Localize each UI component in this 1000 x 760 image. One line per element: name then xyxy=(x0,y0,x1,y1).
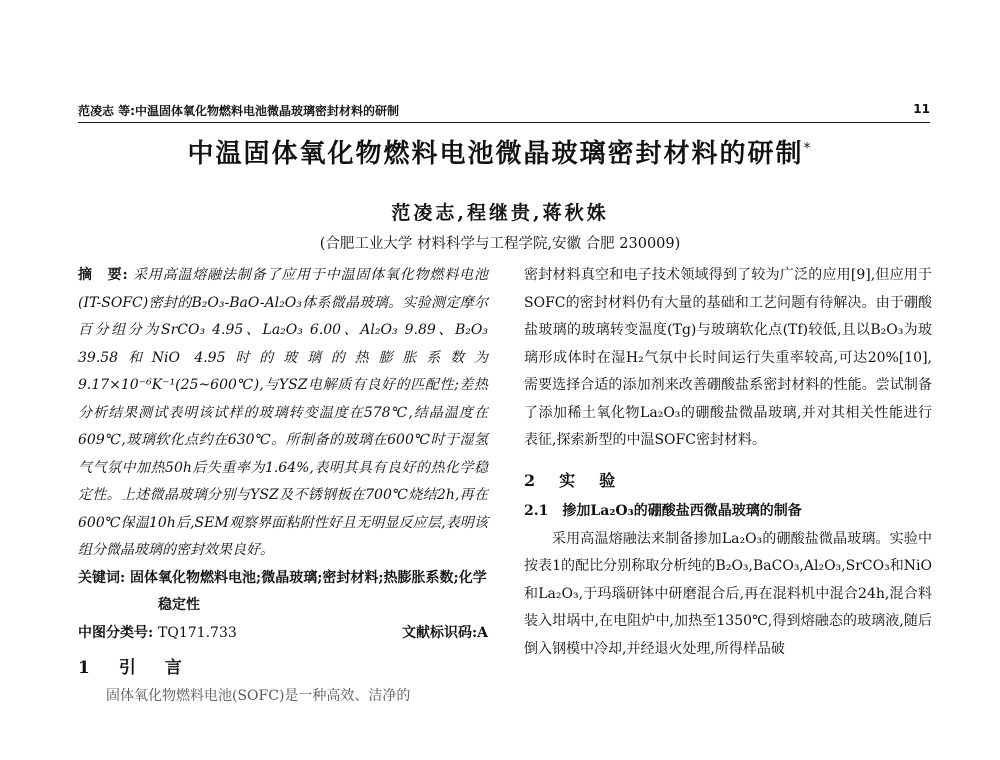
section-2-heading: 2 实 验 xyxy=(524,470,620,490)
section-2-1-paragraph: 采用高温熔融法来制备掺加La₂O₃的硼酸盐微晶玻璃。实验中按表1的配比分别称取分析纯的B₂O₃,BaCO₃,Al₂O₃,SrCO₃和NiO和La₂O₃,于玛瑙研钵中研磨混合后,再在混料机中混合24h,混合料装入坩埚中,在电阻炉中,加热至1350℃,得到熔融态的玻璃液,随后倒入钢模中冷却,并经退火处理,所得样品破 xyxy=(524,530,932,657)
page-number: 11 xyxy=(913,102,930,116)
authors: 范凌志,程继贵,蒋秋姝 xyxy=(391,202,609,224)
clc-group xyxy=(78,620,237,648)
abstract xyxy=(78,262,488,565)
clc-label: 中图分类号: xyxy=(78,624,154,641)
document-code: 文献标识码:A xyxy=(401,624,488,641)
section-1-first-line: 固体氧化物燃料电池(SOFC)是一种高效、洁净的 xyxy=(106,687,411,704)
intro-continued-paragraph: 密封材料真空和电子技术领域得到了较为广泛的应用[9],但应用于SOFC的密封材料仍有大量的基础和工艺问题有待解决。由于硼酸盐玻璃的玻璃转变温度(Tg)与玻璃软化点(Tf)较低,且以B₂O₃为玻璃形成体时在湿H₂气氛中长时间运行失重率较高,可达20%[10],需要选择合适的添加剂来改善硼酸盐系密封材料的性能。尝试制备了添加稀土氧化物La₂O₃的硼酸盐微晶玻璃,并对其相关性能进行表征,探索新型的中温SOFC密封材料。 xyxy=(524,267,932,448)
running-head-title: 范凌志 等:中温固体氧化物燃料电池微晶玻璃密封材料的研制 xyxy=(78,104,399,118)
left-column xyxy=(78,262,488,704)
title-footnote-mark: * xyxy=(803,140,813,157)
keywords xyxy=(78,565,488,620)
paper-title xyxy=(0,133,1000,170)
affiliation: (合肥工业大学 材料科学与工程学院,安徽 合肥 230009) xyxy=(319,236,681,252)
abstract-text: 采用高温熔融法制备了应用于中温固体氧化物燃料电池(IT-SOFC)密封的B₂O₃-BaO-Al₂O₃体系微晶玻璃。实验测定摩尔百分组分为SrCO₃ 4.95、La₂O₃ 6.00、Al₂O₃ 9.89、B₂O₃ 39.58和NiO 4.95时的玻璃的热膨胀系数为9.17×10⁻⁶K⁻¹(25~600℃),与YSZ电解质有良好的匹配性;差热分析结果测试表明该试样的玻璃转变温度在578℃,结晶温度在609℃,玻璃软化点约在630℃。所制备的玻璃在600℃时于湿氢气气氛中加热50h后失重率为1.64%,表明其具有良好的热化学稳定性。上述微晶玻璃分别与YSZ及不锈钢板在700℃烧结2h,再在600℃保温10h后,SEM观察界面粘附性好且无明显反应层,表明该组分微晶玻璃的密封效果良好。 xyxy=(78,267,488,558)
paper-title-text: 中温固体氧化物燃料电池微晶玻璃密封材料的研制 xyxy=(187,139,804,169)
section-2-1-heading: 2.1 掺加La₂O₃的硼酸盐西微晶玻璃的制备 xyxy=(524,503,802,519)
abstract-label: 摘 要: xyxy=(78,267,128,283)
clc-code: TQ171.733 xyxy=(158,624,237,641)
keywords-label: 关键词: xyxy=(78,569,126,586)
running-head xyxy=(78,102,930,123)
right-column xyxy=(524,262,932,663)
keywords-text: 固体氧化物燃料电池;微晶玻璃;密封材料;热膨胀系数;化学稳定性 xyxy=(130,569,487,613)
section-1-heading: 1 引 言 xyxy=(78,658,188,678)
classification-line xyxy=(78,620,488,648)
